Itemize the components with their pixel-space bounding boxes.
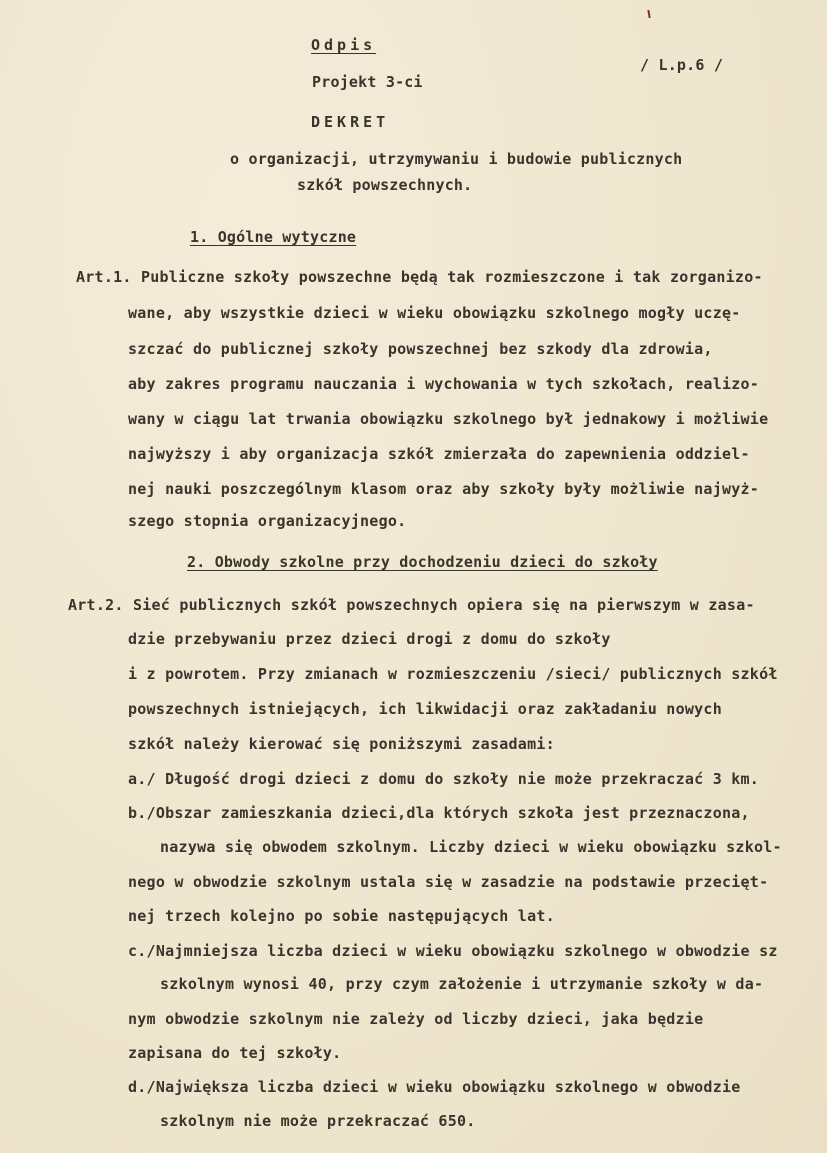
text-line: nym obwodzie szkolnym nie zależy od liczby dzieci, jaka będzie xyxy=(128,1010,704,1028)
text-line: najwyższy i aby organizacja szkół zmierzała do zapewnienia oddziel- xyxy=(128,445,750,463)
text-line: i z powrotem. Przy zmianach w rozmieszczeniu /sieci/ publicznych szkół xyxy=(128,665,778,683)
projekt-label: Projekt 3-ci xyxy=(312,73,423,91)
text-line: zapisana do tej szkoły. xyxy=(128,1044,342,1062)
text-line: powszechnych istniejących, ich likwidacji oraz zakładaniu nowych xyxy=(128,700,722,718)
text-line: dzie przebywaniu przez dzieci drogi z domu do szkoły xyxy=(128,630,611,648)
odpis-label: Odpis xyxy=(311,36,377,54)
text-line: szego stopnia organizacyjnego. xyxy=(128,512,407,530)
text-line: d./Największa liczba dzieci w wieku obowiązku szkolnego w obwodzie xyxy=(128,1078,741,1096)
text-line: wane, aby wszystkie dzieci w wieku obowiązku szkolnego mogły uczę- xyxy=(128,304,741,322)
text-line: Art.2. Sieć publicznych szkół powszechnych opiera się na pierwszym w zasa- xyxy=(68,596,755,614)
section-1-heading: 1. Ogólne wytyczne xyxy=(190,228,357,246)
text-line: nazywa się obwodem szkolnym. Liczby dzieci w wieku obowiązku szkol- xyxy=(160,838,782,856)
ink-mark xyxy=(647,10,650,18)
decree-title: DEKRET xyxy=(311,113,390,131)
text-line: nego w obwodzie szkolnym ustala się w zasadzie na podstawie przecięt- xyxy=(128,873,769,891)
decree-subtitle-line-2: szkół powszechnych. xyxy=(297,176,473,194)
reference-number: / L.p.6 / xyxy=(640,56,724,74)
decree-subtitle-line-1: o organizacji, utrzymywaniu i budowie publicznych xyxy=(230,150,683,168)
text-line: b./Obszar zamieszkania dzieci,dla których szkoła jest przeznaczona, xyxy=(128,804,750,822)
text-line: szkół należy kierować się poniższymi zasadami: xyxy=(128,735,555,753)
text-line: aby zakres programu nauczania i wychowania w tych szkołach, realizo- xyxy=(128,375,760,393)
text-line: nej trzech kolejno po sobie następujących lat. xyxy=(128,907,555,925)
text-line: szkolnym wynosi 40, przy czym założenie i utrzymanie szkoły w da- xyxy=(160,975,764,993)
text-line: Art.1. Publiczne szkoły powszechne będą tak rozmieszczone i tak zorganizo- xyxy=(76,268,763,286)
text-line: c./Najmniejsza liczba dzieci w wieku obowiązku szkolnego w obwodzie sz xyxy=(128,942,778,960)
text-line: szczać do publicznej szkoły powszechnej bez szkody dla zdrowia, xyxy=(128,340,713,358)
text-line: wany w ciągu lat trwania obowiązku szkolnego był jednakowy i możliwie xyxy=(128,410,769,428)
text-line: szkolnym nie może przekraczać 650. xyxy=(160,1112,476,1130)
text-line: nej nauki poszczególnym klasom oraz aby szkoły były możliwie najwyż- xyxy=(128,480,760,498)
section-2-heading: 2. Obwody szkolne przy dochodzeniu dzieci do szkoły xyxy=(187,553,658,571)
text-line: a./ Długość drogi dzieci z domu do szkoły nie może przekraczać 3 km. xyxy=(128,770,760,788)
